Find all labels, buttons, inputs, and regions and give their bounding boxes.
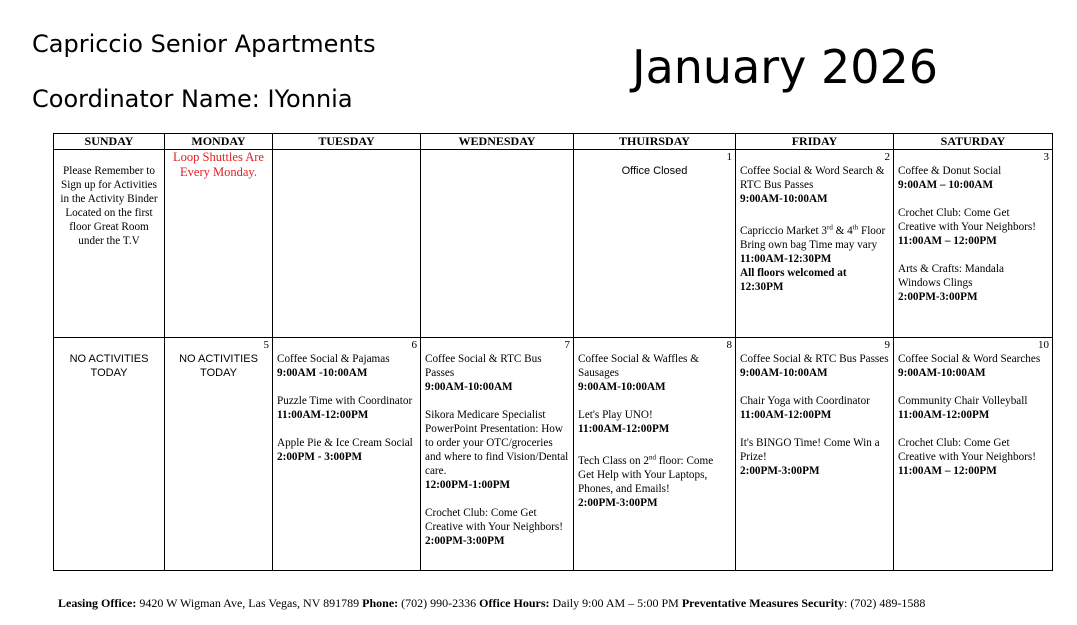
date-number: 2 <box>884 151 890 163</box>
event-time: 2:00PM-3:00PM <box>578 496 658 509</box>
day-cell <box>421 338 574 571</box>
day-cell <box>894 338 1053 571</box>
event-time: 9:00AM-10:00AM <box>898 367 986 379</box>
weekday-header: WEDNESDAY <box>421 134 574 150</box>
event-time: 11:00AM – 12:00PM <box>898 465 997 477</box>
date-number: 3 <box>1043 151 1049 163</box>
day-cell <box>165 338 273 571</box>
event-time: 11:00AM – 12:00PM <box>898 235 997 247</box>
day-cell <box>273 338 421 571</box>
event-title: Coffee Social & RTC Bus Passes <box>740 353 889 365</box>
event-title: Puzzle Time with Coordinator <box>277 395 413 407</box>
event-time: 2:00PM-3:00PM <box>898 291 978 303</box>
weekday-header: SATURDAY <box>894 134 1053 150</box>
day-cell <box>736 150 894 338</box>
event-title: Coffee Social & Word Searches <box>898 353 1041 365</box>
reminder-note: Please Remember to Sign up for Activities in the Activity Binder Located on the first floor Great Room under the T.V <box>60 165 158 247</box>
event-title: Coffee Social & Pajamas <box>277 353 390 365</box>
event-title: Apple Pie & Ice Cream Social <box>277 437 413 449</box>
day-cell <box>736 338 894 571</box>
event-time: 2:00PM - 3:00PM <box>277 451 363 463</box>
date-number: 8 <box>726 339 732 351</box>
footer-value: : (702) 489-1588 <box>844 596 926 610</box>
footer-label: Preventative Measures Security <box>681 596 845 610</box>
event-time: 11:00AM-12:00PM <box>578 423 670 435</box>
event-title: Coffee Social & Word Search & RTC Bus Passes <box>740 165 885 191</box>
shuttle-note: Loop Shuttles Are Every Monday. <box>173 150 264 179</box>
weekday-header: MONDAY <box>165 134 273 150</box>
day-cell <box>165 150 273 338</box>
weekday-header: SUNDAY <box>54 134 165 150</box>
event-time: 2:00PM-3:00PM <box>425 535 505 547</box>
no-activities-text: NO ACTIVITIES TODAY <box>69 353 149 379</box>
day-cell <box>54 338 165 571</box>
event-note: All floors welcomed at 12:30PM <box>740 266 847 293</box>
day-cell <box>574 150 736 338</box>
event-title: Crochet Club: Come Get Creative with Your Neighbors! <box>425 507 563 533</box>
event-time: 9:00AM -10:00AM <box>277 367 368 379</box>
date-number: 10 <box>1038 339 1049 351</box>
footer-contact-info <box>58 596 925 611</box>
event-title: Sikora Medicare Specialist PowerPoint Presentation: How to order your OTC/groceries and where to find Vision/Dental care. <box>425 409 569 477</box>
day-cell <box>421 150 574 338</box>
event-title: Coffee Social & RTC Bus Passes <box>425 353 542 379</box>
event-time: 11:00AM-12:00PM <box>277 409 369 421</box>
date-number: 1 <box>726 151 732 163</box>
footer-label: Leasing Office: <box>58 596 137 610</box>
week-row <box>54 338 1053 571</box>
date-number: 7 <box>564 339 570 351</box>
footer-value: 9420 W Wigman Ave, Las Vegas, NV 891789 <box>136 596 363 610</box>
event-title: Let's Play UNO! <box>578 409 653 421</box>
footer-value: (702) 990-2336 <box>398 596 480 610</box>
footer-label: Office Hours: <box>479 596 550 610</box>
event-time: 9:00AM-10:00AM <box>740 367 828 379</box>
month-title: January 2026 <box>632 40 939 94</box>
week-row <box>54 150 1053 338</box>
date-number: 9 <box>884 339 890 351</box>
no-activities-text: NO ACTIVITIES TODAY <box>179 353 258 379</box>
event-time: 9:00AM-10:00AM <box>578 381 666 393</box>
coordinator-name: Coordinator Name: IYonnia <box>32 85 353 113</box>
day-cell <box>574 338 736 571</box>
day-cell <box>273 150 421 338</box>
event-time: 2:00PM-3:00PM <box>740 465 820 477</box>
event-title: Coffee & Donut Social <box>898 165 1002 177</box>
day-cell <box>894 150 1053 338</box>
event-time: 9:00AM – 10:00AM <box>898 179 994 191</box>
weekday-header: FRIDAY <box>736 134 894 150</box>
property-name: Capriccio Senior Apartments <box>32 30 376 58</box>
footer-value: Daily 9:00 AM – 5:00 PM <box>549 596 682 610</box>
event-text: Office Closed <box>621 165 688 177</box>
event-title: Capriccio Market 3rd & 4th Floor Bring own bag Time may vary <box>740 223 886 251</box>
weekday-header: TUESDAY <box>273 134 421 150</box>
weekday-header: THUIRSDAY <box>574 134 736 150</box>
footer-label: Phone: <box>362 596 399 610</box>
event-title: Coffee Social & Waffles & Sausages <box>578 353 699 379</box>
event-time: 11:00AM-12:00PM <box>740 409 832 421</box>
event-time: 12:00PM-1:00PM <box>425 479 511 491</box>
calendar-table <box>53 133 1053 571</box>
event-title: Tech Class on 2nd floor: Come Get Help with Your Laptops, Phones, and Emails! <box>578 453 714 495</box>
event-title: Crochet Club: Come Get Creative with Your Neighbors! <box>898 207 1036 233</box>
event-time: 11:00AM-12:30PM <box>740 252 832 265</box>
event-title: Arts & Crafts: Mandala Windows Clings <box>898 263 1004 289</box>
event-time: 9:00AM-10:00AM <box>425 381 513 393</box>
date-number: 6 <box>411 339 417 351</box>
event-title: Community Chair Volleyball <box>898 395 1028 407</box>
event-title: Crochet Club: Come Get Creative with Your Neighbors! <box>898 437 1036 463</box>
event-time: 11:00AM-12:00PM <box>898 409 990 421</box>
day-cell <box>54 150 165 338</box>
event-time: 9:00AM-10:00AM <box>740 193 828 205</box>
weekday-header-row <box>54 134 1053 150</box>
event-title: Chair Yoga with Coordinator <box>740 395 870 407</box>
date-number: 5 <box>263 339 269 351</box>
event-title: It's BINGO Time! Come Win a Prize! <box>740 437 880 463</box>
